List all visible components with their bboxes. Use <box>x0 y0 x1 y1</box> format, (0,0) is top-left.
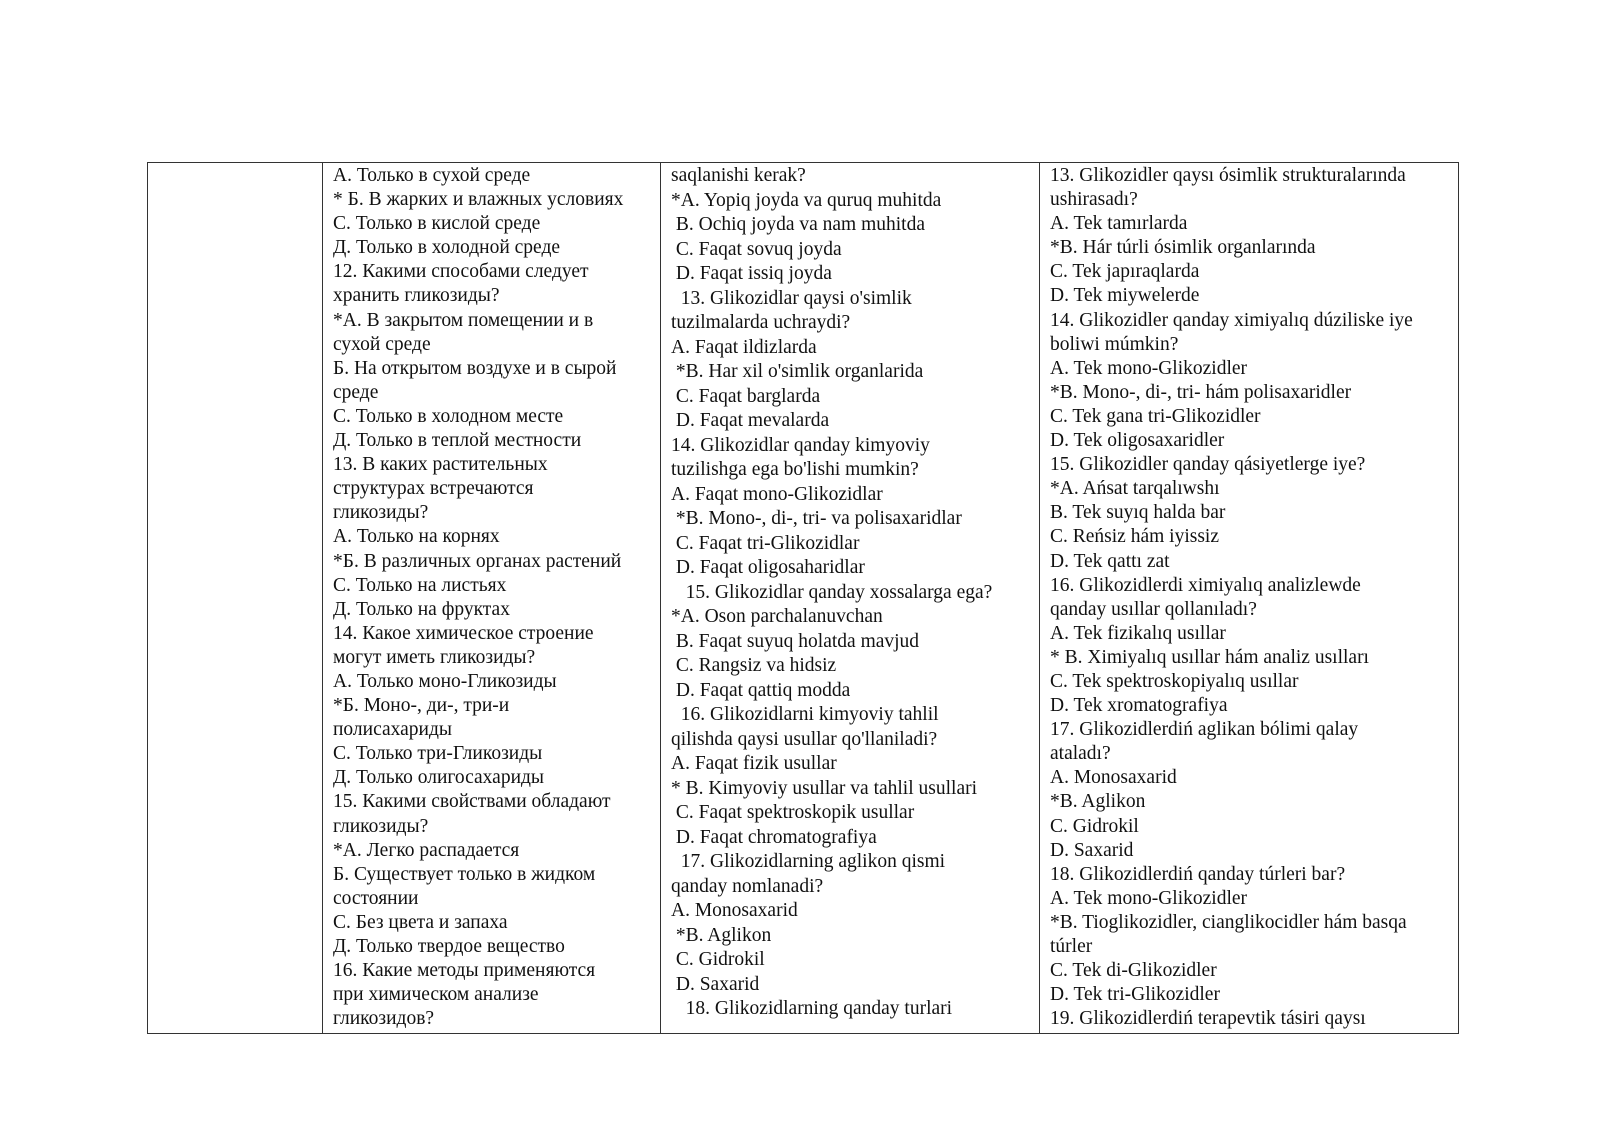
text-line: C. Gidrokil <box>671 949 765 970</box>
text-line: 14. Какое химическое строение <box>333 622 594 644</box>
text-line: *Б. Моно-, ди-, три-и <box>333 695 510 717</box>
text-line: С. Только в холодном месте <box>333 405 564 427</box>
text-line: A. Faqat fizik usullar <box>671 753 837 774</box>
text-line: D. Tek miywelerde <box>1050 285 1200 307</box>
text-line: D. Tek oligosaxaridler <box>1050 430 1225 452</box>
text-line: при химическом анализе <box>333 984 539 1006</box>
text-line: 14. Glikozidler qanday ximiyalıq dúziliske iye <box>1050 309 1413 331</box>
text-line: A. Tek mono-Glikozidler <box>1050 887 1248 909</box>
text-line: 18. Glikozidlarning qanday turlari <box>671 998 953 1019</box>
table-cell-karakalpak <box>1040 163 1459 1034</box>
text-line: A. Tek fizikalıq usıllar <box>1050 622 1226 644</box>
text-line: *B. Mono-, di-, tri- va polisaxaridlar <box>671 508 962 529</box>
text-line: D. Tek xromatografiya <box>1050 695 1228 717</box>
text-line: *B. Aglikon <box>1050 791 1146 813</box>
text-line: *A. Yopiq joyda va quruq muhitda <box>671 189 942 211</box>
cell-content-russian <box>323 163 660 1031</box>
text-line: *B. Har xil o'simlik organlarida <box>671 361 924 382</box>
text-line: qanday usıllar qollanıladı? <box>1050 598 1257 620</box>
text-line: D. Faqat qattiq modda <box>671 679 851 701</box>
text-line: Д. Только на фруктах <box>333 598 510 620</box>
text-line: 17. Glikozidlarning aglikon qismi <box>671 851 946 872</box>
text-line: полисахариды <box>333 719 452 741</box>
text-line: D. Tek qattı zat <box>1050 550 1170 572</box>
text-line: 19. Glikozidlerdiń terapevtik tásiri qaysı <box>1050 1008 1366 1030</box>
text-line: Д. Только в теплой местности <box>333 430 582 452</box>
text-line: tuzilishga ega bo'lishi mumkin? <box>671 459 919 480</box>
text-line: tuzilmalarda uchraydi? <box>671 312 851 333</box>
text-line: гликозиды? <box>333 502 429 524</box>
text-line: *B. Aglikon <box>671 924 772 946</box>
text-line: С. Только на листьях <box>333 574 507 596</box>
text-line: А. Только в сухой среде <box>333 165 531 186</box>
text-line: C. Rangsiz va hidsiz <box>671 655 837 676</box>
text-line: 16. Glikozidlarni kimyoviy tahlil <box>671 704 939 725</box>
table-cell-empty <box>148 163 323 1034</box>
text-line: C. Faqat tri-Glikozidlar <box>671 532 860 554</box>
text-line: qanday nomlanadi? <box>671 875 824 897</box>
text-line: C. Tek spektroskopiyalıq usıllar <box>1050 670 1299 692</box>
text-line: C. Tek gana tri-Glikozidler <box>1050 405 1261 427</box>
text-line: *A. Ańsat tarqalıwshı <box>1050 478 1220 500</box>
text-line: *А. Легко распадается <box>333 839 520 861</box>
text-line: B. Faqat suyuq holatda mavjud <box>671 630 920 652</box>
text-line: 13. Glikozidlar qaysi o'simlik <box>671 287 912 309</box>
text-line: C. Faqat barglarda <box>671 385 821 407</box>
text-line: A. Monosaxarid <box>671 900 798 921</box>
text-line: ushirasadı? <box>1050 189 1138 211</box>
text-line: *A. Oson parchalanuvchan <box>671 606 883 627</box>
text-line: 13. Glikozidler qaysı ósimlik strukturalarında <box>1050 165 1406 186</box>
text-line: qilishda qaysi usullar qo'llaniladi? <box>671 728 938 750</box>
text-line: 15. Glikozidlar qanday xossalarga ega? <box>671 581 993 603</box>
text-line: 15. Glikozidler qanday qásiyetlerge iye? <box>1050 454 1366 476</box>
cell-content-karakalpak <box>1040 163 1458 1031</box>
text-line: 18. Glikozidlerdiń qanday túrleri bar? <box>1050 863 1346 885</box>
cell-content-empty <box>148 163 322 1031</box>
text-line: 14. Glikozidlar qanday kimyoviy <box>671 434 930 456</box>
text-line: A. Faqat mono-Glikozidlar <box>671 483 883 505</box>
text-line: С. Без цвета и запаха <box>333 911 508 933</box>
text-line: 12. Какими способами следует <box>333 261 589 283</box>
text-line: состоянии <box>333 887 419 909</box>
text-line: среде <box>333 381 379 403</box>
text-line: А. Только на корнях <box>333 526 500 548</box>
text-line: 17. Glikozidlerdiń aglikan bólimi qalay <box>1050 719 1359 741</box>
text-line: сухой среде <box>333 333 431 355</box>
text-line: Б. На открытом воздухе и в сырой <box>333 357 617 379</box>
text-line: * B. Kimyoviy usullar va tahlil usullari <box>671 777 978 799</box>
text-line: D. Faqat issiq joyda <box>671 263 832 284</box>
text-line: *А. В закрытом помещении и в <box>333 309 594 331</box>
text-line: *B. Hár túrli ósimlik organlarında <box>1050 237 1316 259</box>
table-cell-russian <box>323 163 661 1034</box>
text-line: D. Saxarid <box>671 973 760 995</box>
table-row <box>148 163 1459 1034</box>
text-line: 15. Какими свойствами обладают <box>333 791 611 813</box>
text-line: *B. Tioglikozidler, cianglikocidler hám basqa <box>1050 911 1407 933</box>
text-line: D. Saxarid <box>1050 839 1134 861</box>
cell-content-uzbek <box>661 163 1039 1031</box>
text-line: С. Только три-Гликозиды <box>333 743 543 765</box>
text-line: C. Tek japıraqlarda <box>1050 261 1200 283</box>
text-line: гликозиды? <box>333 815 429 837</box>
text-line: *Б. В различных органах растений <box>333 550 622 572</box>
text-line: saqlanishi kerak? <box>671 165 806 186</box>
text-line: * Б. В жарких и влажных условиях <box>333 189 624 211</box>
text-line: могут иметь гликозиды? <box>333 646 536 668</box>
text-line: структурах встречаются <box>333 478 534 500</box>
text-line: C. Faqat spektroskopik usullar <box>671 802 915 823</box>
table-cell-uzbek <box>661 163 1040 1034</box>
question-table <box>147 162 1459 1034</box>
text-line: Д. Только в холодной среде <box>333 237 561 259</box>
text-line: С. Только в кислой среде <box>333 213 541 235</box>
text-line: D. Faqat oligosaharidlar <box>671 557 865 578</box>
text-line: 13. В каких растительных <box>333 454 548 476</box>
text-line: 16. Какие методы применяются <box>333 960 596 982</box>
text-line: túrler <box>1050 936 1093 957</box>
text-line: A. Monosaxarid <box>1050 767 1177 789</box>
text-line: Д. Только олигосахариды <box>333 767 545 789</box>
text-line: C. Gidrokil <box>1050 815 1139 837</box>
text-line: A. Tek mono-Glikozidler <box>1050 357 1248 379</box>
text-line: D. Tek tri-Glikozidler <box>1050 984 1220 1006</box>
text-line: C. Faqat sovuq joyda <box>671 238 842 260</box>
text-line: B. Ochiq joyda va nam muhitda <box>671 214 925 235</box>
text-line: B. Tek suyıq halda bar <box>1050 502 1226 524</box>
text-line: *B. Mono-, di-, tri- hám polisaxaridler <box>1050 381 1352 403</box>
text-line: Б. Существует только в жидком <box>333 863 596 885</box>
text-line: Д. Только твердое вещество <box>333 936 565 957</box>
text-line: C. Reńsiz hám iyissiz <box>1050 526 1219 548</box>
text-line: A. Faqat ildizlarda <box>671 336 817 358</box>
text-line: boliwi múmkin? <box>1050 333 1179 355</box>
text-line: D. Faqat mevalarda <box>671 410 830 431</box>
text-line: C. Tek di-Glikozidler <box>1050 960 1217 982</box>
text-line: А. Только моно-Гликозиды <box>333 670 557 692</box>
text-line: D. Faqat chromatografiya <box>671 826 877 848</box>
text-line: A. Tek tamırlarda <box>1050 213 1188 235</box>
text-line: гликозидов? <box>333 1008 435 1030</box>
text-line: хранить гликозиды? <box>333 285 500 307</box>
text-line: * B. Ximiyalıq usıllar hám analiz usılları <box>1050 646 1369 668</box>
text-line: 16. Glikozidlerdi ximiyalıq analizlewde <box>1050 574 1361 596</box>
text-line: ataladı? <box>1050 743 1111 765</box>
